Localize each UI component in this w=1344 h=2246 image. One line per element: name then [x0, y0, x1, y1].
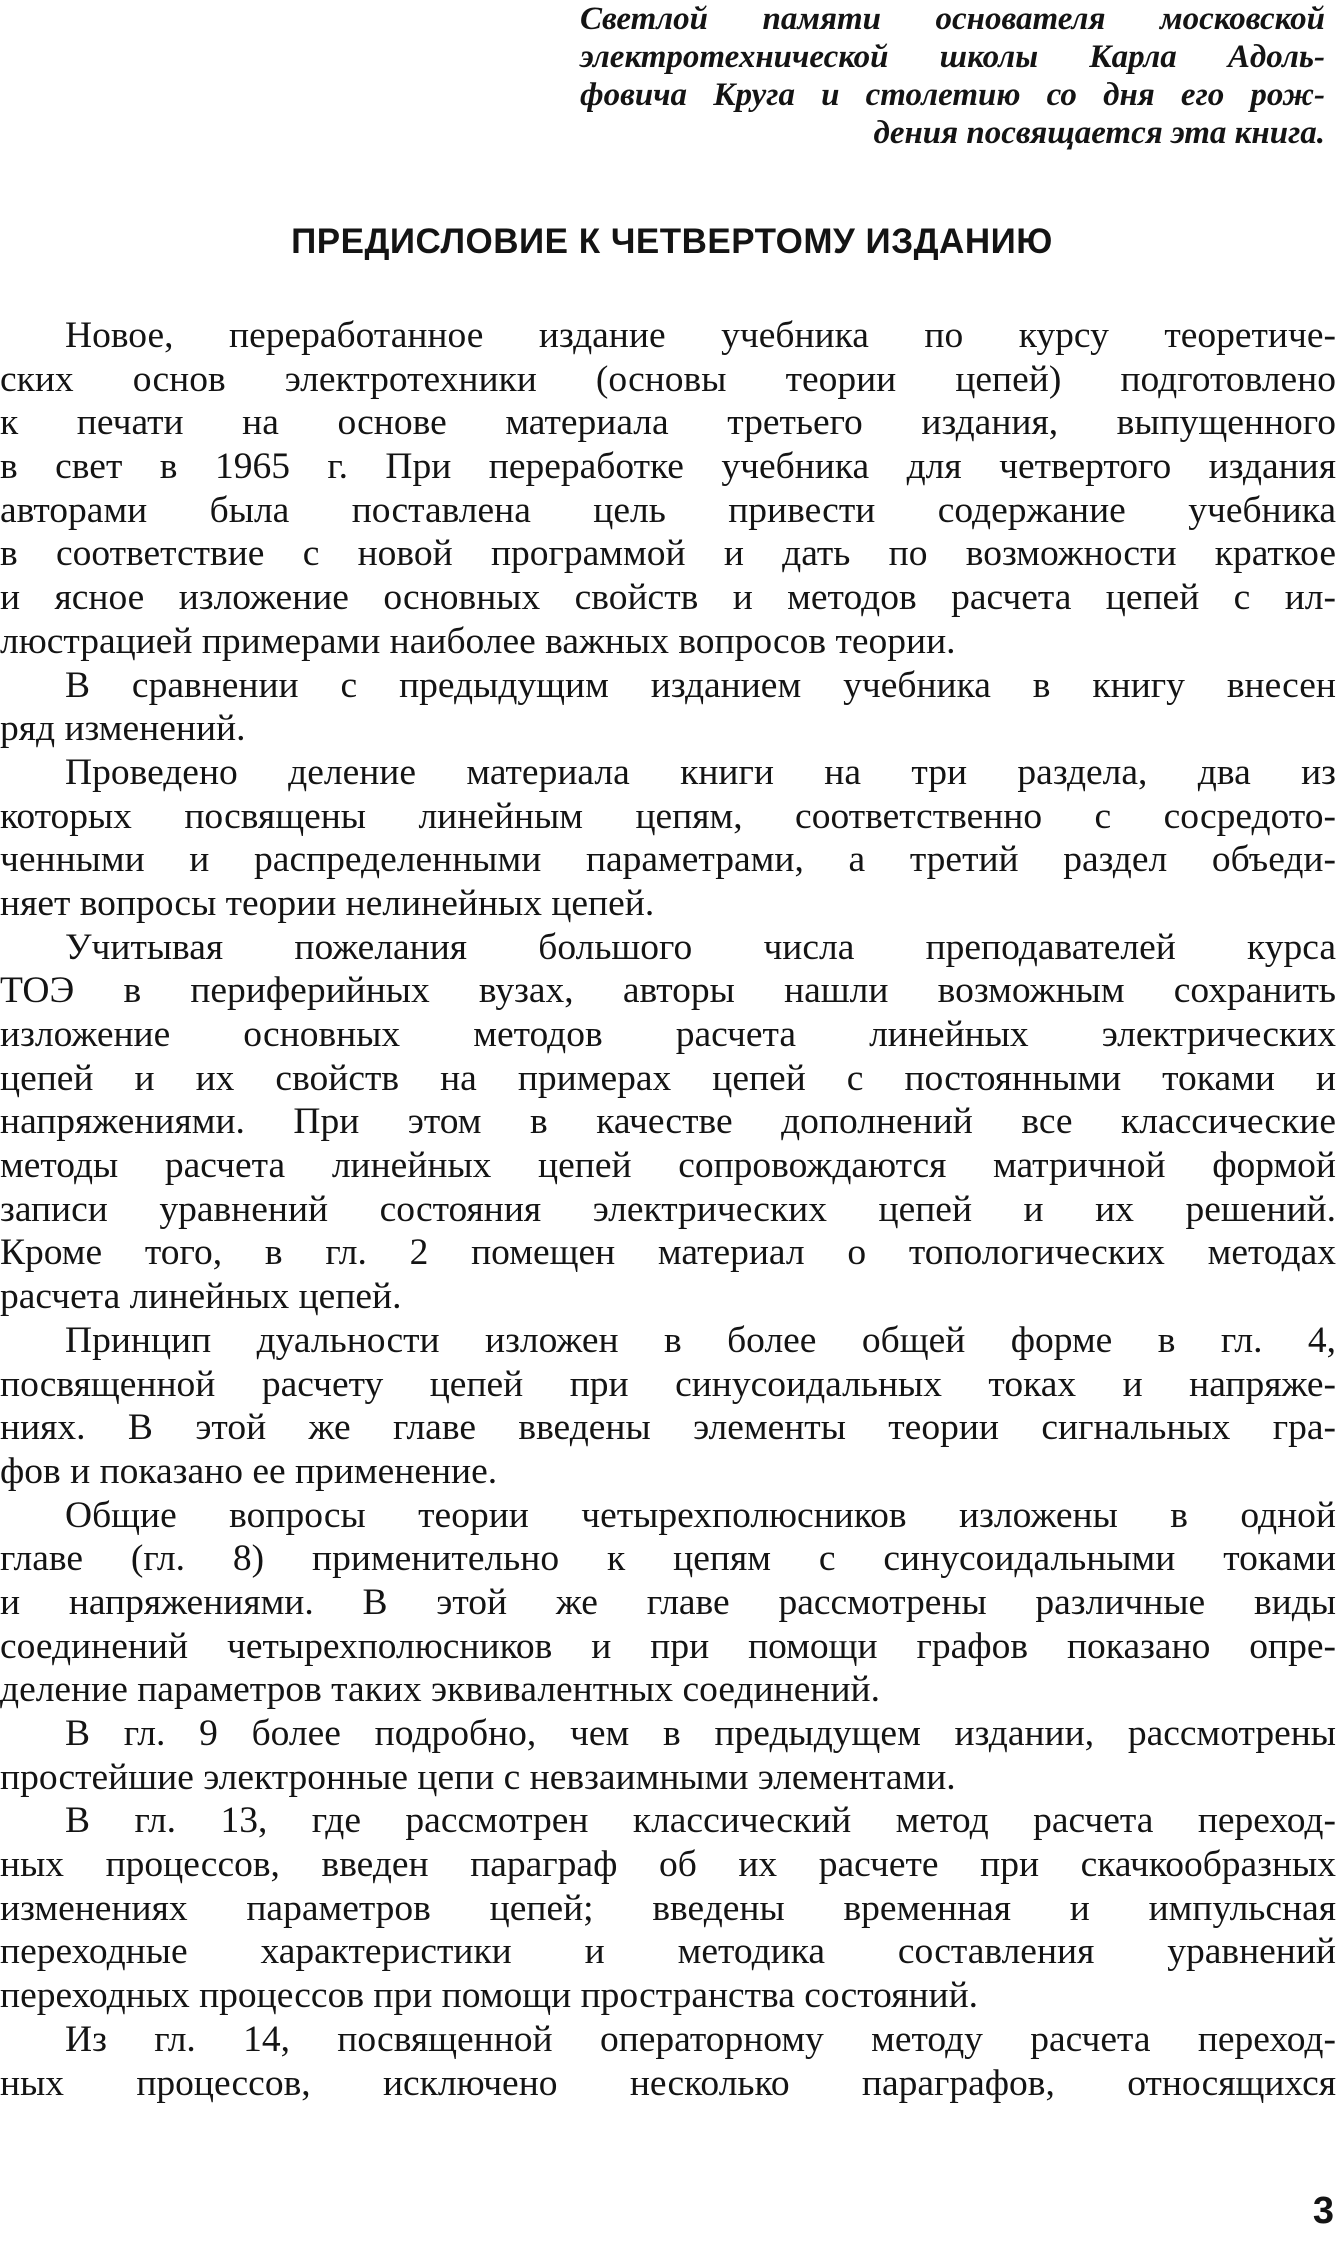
text-line: расчета линейных цепей. [0, 1276, 402, 1318]
text-line: посвященной расчету цепей при синусоидальных токах и напряже- [0, 1363, 1336, 1405]
text-line: главе (гл. 8) применительно к цепям с синусоидальными токами [0, 1538, 1336, 1580]
text-line: ских основ электротехники (основы теории цепей) подготовлено [0, 358, 1336, 400]
text-line: Из гл. 14, посвященной операторному методу расчета переход- [65, 2018, 1336, 2060]
text-line: ных процессов, исключено несколько параграфов, относящихся [0, 2062, 1336, 2104]
text-line: Принцип дуальности изложен в более общей форме в гл. 4, [65, 1319, 1336, 1361]
paragraph [0, 1712, 1336, 1799]
text-line: няет вопросы теории нелинейных цепей. [0, 882, 655, 924]
text-line: соединений четырехполюсников и при помощи графов показано опре- [0, 1625, 1336, 1667]
text-line: изменениях параметров цепей; введены временная и импульсная [0, 1887, 1336, 1929]
text-line: записи уравнений состояния электрических цепей и их решений. [0, 1188, 1336, 1230]
text-line: которых посвящены линейным цепям, соответственно с сосредото- [0, 795, 1336, 837]
text-line: ниях. В этой же главе введены элементы теории сигнальных гра- [0, 1407, 1336, 1449]
body-text [0, 314, 1336, 2105]
dedication-line: Светлой памяти основателя московской [580, 1, 1325, 37]
text-line: цепей и их свойств на примерах цепей с постоянными токами и [0, 1057, 1336, 1099]
dedication-line: электротехнической школы Карла Адоль- [580, 39, 1325, 75]
text-line: В гл. 9 более подробно, чем в предыдущем издании, рассмотрены [65, 1713, 1336, 1754]
page-heading: ПРЕДИСЛОВИЕ К ЧЕТВЕРТОМУ ИЗДАНИЮ [291, 222, 1053, 261]
text-line: Кроме того, в гл. 2 помещен материал о топологических методах [0, 1232, 1336, 1274]
paragraph [0, 1319, 1336, 1494]
text-line: и напряжениями. В этой же главе рассмотрены различные виды [0, 1581, 1336, 1623]
text-line: В сравнении с предыдущим изданием учебника в книгу внесен [65, 664, 1336, 706]
paragraph [0, 1799, 1336, 2017]
text-line: к печати на основе материала третьего издания, выпущенного [0, 402, 1336, 444]
text-line: ТОЭ в периферийных вузах, авторы нашли возможным сохранить [0, 970, 1336, 1012]
text-line: ченными и распределенными параметрами, а третий раздел объеди- [0, 839, 1336, 881]
text-line: авторами была поставлена цель привести содержание учебника [0, 489, 1336, 531]
text-line: напряжениями. При этом в качестве дополнений все классические [0, 1101, 1336, 1143]
text-line: методы расчета линейных цепей сопровождаются матричной формой [0, 1145, 1336, 1187]
paragraph [0, 2018, 1336, 2105]
dedication-line: фовича Круга и столетию со дня его рож- [580, 77, 1325, 113]
text-line: люстрацией примерами наиболее важных вопросов теории. [0, 620, 956, 662]
dedication [580, 0, 1325, 152]
text-line: в свет в 1965 г. При переработке учебника для четвертого издания [0, 446, 1336, 488]
text-line: Учитывая пожелания большого числа преподавателей курса [65, 926, 1336, 968]
text-line: в соответствие с новой программой и дать по возможности краткое [0, 533, 1336, 575]
text-line: изложение основных методов расчета линейных электрических [0, 1014, 1336, 1055]
text-line: фов и показано ее применение. [0, 1450, 498, 1492]
paragraph [0, 751, 1336, 926]
text-line: простейшие электронные цепи с невзаимными элементами. [0, 1756, 956, 1798]
dedication-line: дения посвящается эта книга. [873, 115, 1325, 151]
paragraph [0, 926, 1336, 1319]
text-line: В гл. 13, где рассмотрен классический метод расчета переход- [65, 1800, 1336, 1842]
text-line: деление параметров таких эквивалентных соединений. [0, 1669, 880, 1711]
paragraph [0, 314, 1336, 664]
text-line: переходных процессов при помощи пространства состояний. [0, 1975, 979, 2017]
text-line: и ясное изложение основных свойств и методов расчета цепей с ил- [0, 577, 1336, 619]
text-line: Новое, переработанное издание учебника по курсу теоретиче- [65, 315, 1336, 356]
paragraph [0, 664, 1336, 751]
text-line: ряд изменений. [0, 708, 246, 750]
page-number: 3 [1312, 2190, 1334, 2232]
text-line: Проведено деление материала книги на три раздела, два из [65, 751, 1336, 793]
text-line: ных процессов, введен параграф об их расчете при скачкообразных [0, 1844, 1336, 1886]
paragraph [0, 1494, 1336, 1712]
text-line: Общие вопросы теории четырехполюсников изложены в одной [65, 1494, 1336, 1536]
text-line: переходные характеристики и методика составления уравнений [0, 1931, 1336, 1973]
